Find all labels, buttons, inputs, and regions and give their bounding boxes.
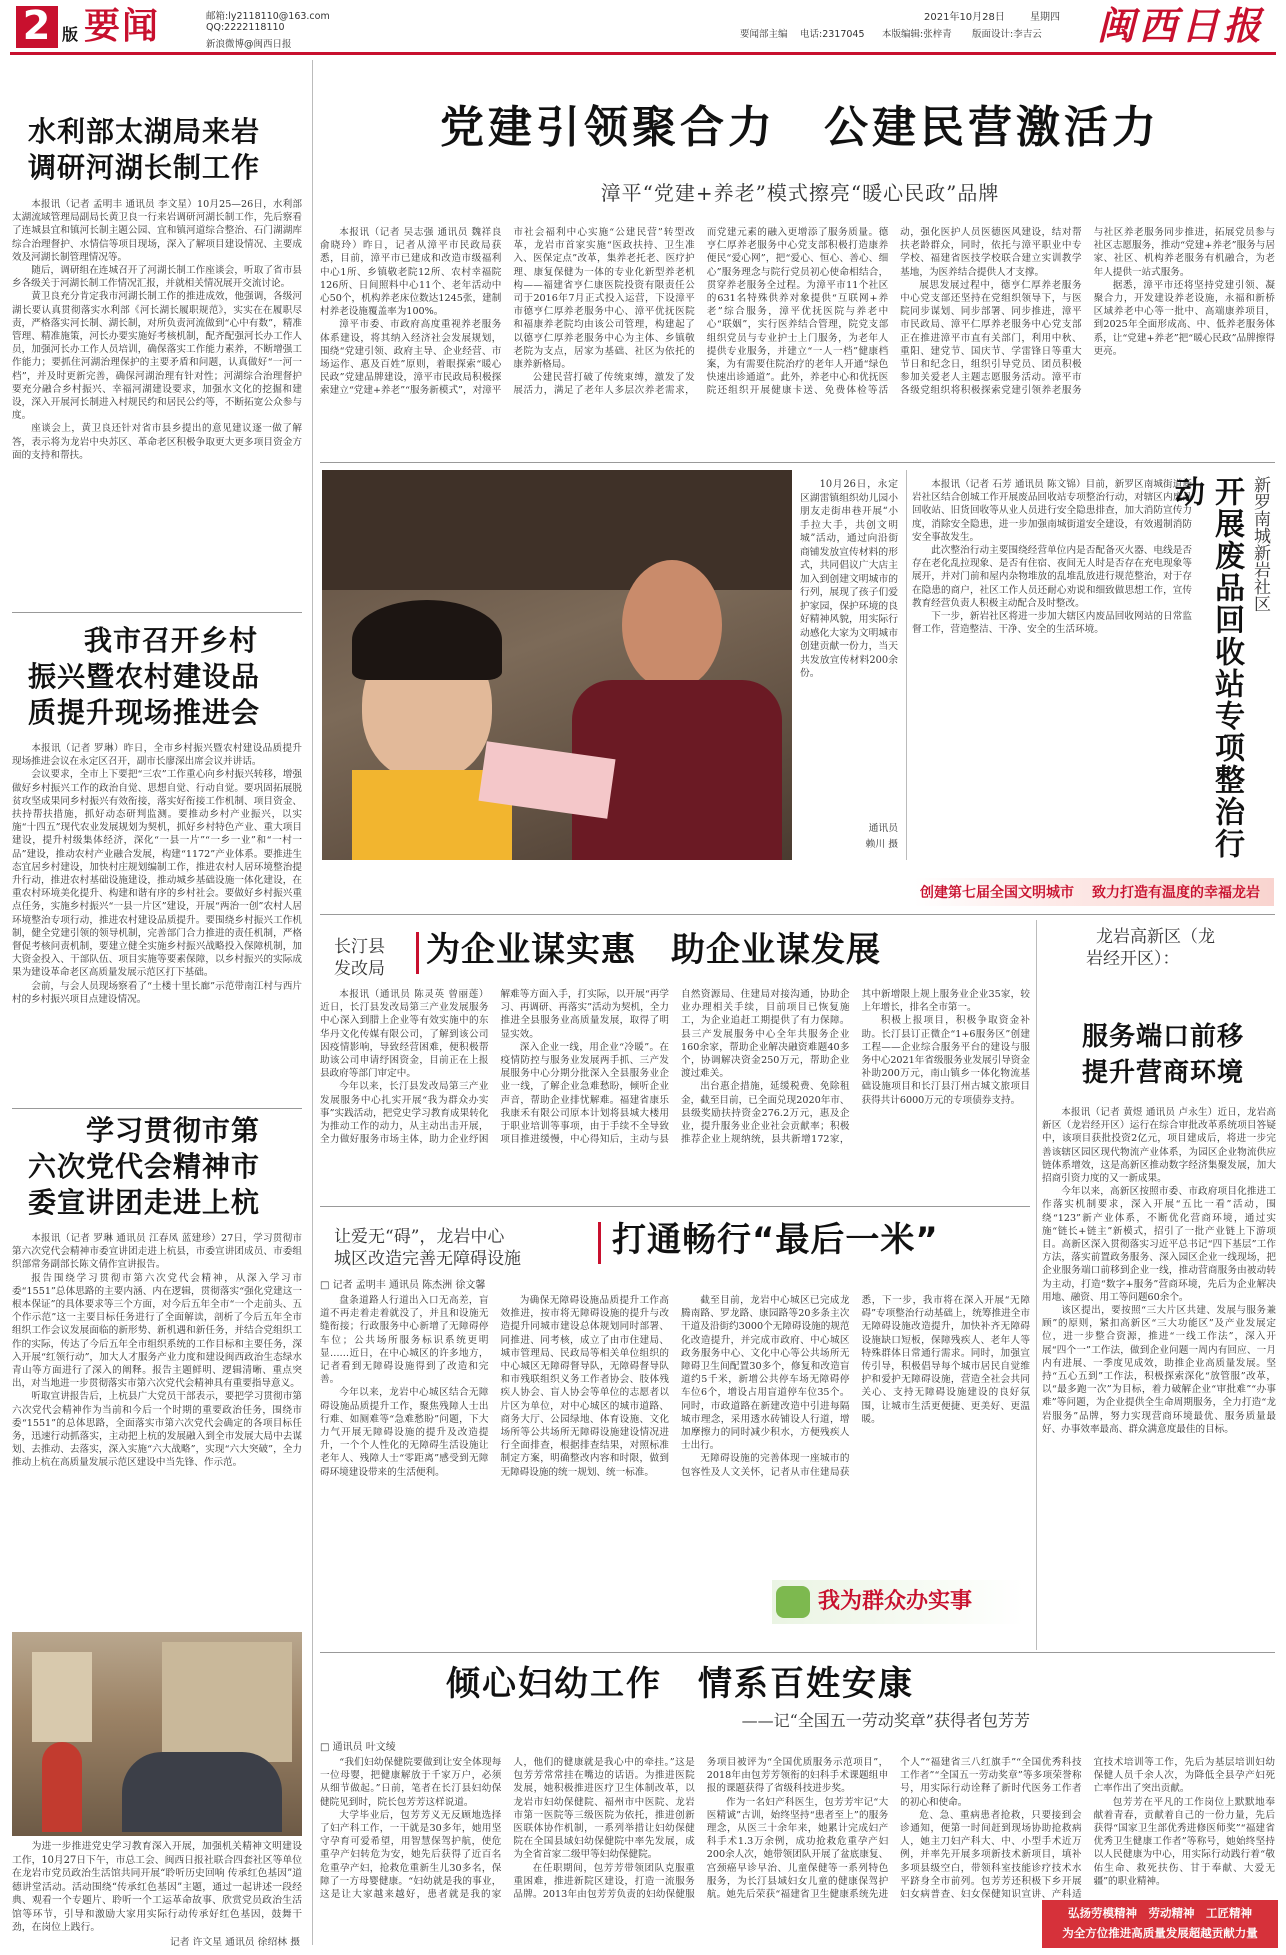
masthead-date: 2021年10月28日 <box>924 12 1005 23</box>
art8-title-line2: 提升营商环境 <box>1082 1058 1245 1088</box>
paragraph: 危、急、重病患者抢救，只要接到会诊通知，便第一时间赶到现场协助抢救病人，她主刀妇产科大、中、小型手术近万例，并率先开展多项新技术新项目，填补多项县级空白，带领科室技能诊疗技术水平跻身全市前列。包芳芳还积极下乡开展妇女病普查、妇女保健知识宣讲、产科适宜技术培训等工作，先后为基层培训妇幼保健人员千余人次，为降低全县孕产妇死亡率作出了突出贡献。 <box>900 1757 1275 1901</box>
paragraph: “我们妇幼保健院要做到让安全体现每一位母婴，把健康解放于千家万户，必须从细节做起。”日前，笔者在长汀县妇幼保健院见到时，院长包芳芳这样说道。 <box>320 1757 502 1808</box>
art1-title-line1: 水利部太湖局来岩 <box>28 115 261 148</box>
photo-exhibition-hall <box>12 1632 302 1836</box>
paragraph: 作为一名妇产科医生，包芳芳牢记“大医精诚”古训，始终坚持“患者至上”的服务理念，从医三十余年来，她累计完成妇产科手术1.3万余例，成功抢救危重孕产妇200余人次，她带领团队开展了盆底康复、宫颈癌早诊早治、儿童保健等一系列特色服务，为长汀县域妇女儿童的健康保驾护航。她先后荣获“福建省卫生健康系统先进个人”“福建省三八红旗手”“全国优秀科技工作者”“全国五一劳动奖章”等多项荣誉称号，用实际行动诠释了新时代医务工作者的初心和使命。 <box>706 1757 1082 1901</box>
art4-body <box>320 226 1275 452</box>
divider <box>320 462 1275 463</box>
masthead-phone: 电话:2317045 <box>800 29 865 40</box>
photo-guide <box>42 1742 82 1832</box>
art1-title-line2: 调研河湖长制工作 <box>28 151 261 184</box>
masthead-design: 版面设计:李吉云 <box>972 29 1042 40</box>
art6-kicker-line1: 长汀县 <box>334 937 385 957</box>
paper-logo <box>1086 2 1276 50</box>
paragraph: 大学毕业后，包芳芳义无反顾地选择了妇产科工作，一干就是30多年，她用坚守孕育可爱希望，用智慧保驾护航，使危重孕产妇转危为安，她先后获得了近百名危重孕产妇，抢救危重新生儿30多名，保障了一方母婴健康。“妇幼就是我的事业，这是让大家越来越好，患者就是我的家人，他们的健康就是我心中的牵挂。”这是包芳芳常常挂在嘴边的话语。为推进医院发展，她积极推进医疗卫生体制改革，以龙岩市妇幼保健院、福州市中医院、龙岩市第一医院等三级医院为依托，推进创新医联体协作机制，一系列举措让妇幼保健院在全国县域妇幼保健院中率先发展，成为全省首家二级甲等妇幼保健院。 <box>320 1757 695 1901</box>
art3-body <box>12 1232 302 1626</box>
art6-kicker-bracket <box>410 932 419 974</box>
art7-kicker-bracket <box>592 1222 601 1264</box>
divider <box>12 1108 302 1109</box>
art7-byline: □ 记者 孟明丰 通讯员 陈杰洲 徐文馨 <box>320 1280 486 1291</box>
paragraph: 本报讯（记者 孟明丰 通讯员 李文星）10月25—26日，水利部太湖流域管理局副局长黄卫良一行来岩调研河湖长制工作，先后察看了连城县宜和镇河长制主题公园、宜和镇河道综合整治、石门湖湖库综合治理督护、水情信等项目现场，深入了解项目建设情况、主要成效及河湖长制管理情况等。 <box>12 199 302 263</box>
photo-center-credit-line1: 通讯员 <box>868 823 898 834</box>
paragraph: 本报讯（记者 石芳 通讯员 陈文锦）目前，新罗区南城街道新岩社区结合创城工作开展废品回收站专项整治行动，对辖区内废品回收站、旧货回收等从业人员进行安全隐患排查，加大消防宣传力度，消除安全隐患，进一步加强南城街道安全建设，有效遏制消防安全事故发生。 <box>912 479 1192 543</box>
photo-left-caption: 为进一步推进党史学习教育深入开展，加强机关精神文明建设工作，10月27日下午，市总工会、闽西日报社联合四套社区等单位在龙岩市党员政治生活馆共同开展“聆听历史回响 传承红色基因”道德讲堂活动。活动围绕“传承红色基因”主题，通过一起讲述一段经典、观看一个专题片、聆听一个工运革命故事、欣赏党员政治生活馆等环节，引导和激励大家用实际行动传承好红色基因，鼓舞干劲，在岗位上践行。 <box>12 1841 302 1933</box>
divider <box>320 1652 1275 1653</box>
paragraph: 座谈会上，黄卫良还针对省市县乡提出的意见建议逐一做了解答，表示将为龙岩中央苏区、革命老区积极争取更大更多项目资金方面的支持和帮扶。 <box>12 423 302 461</box>
art7-title: 打通畅行“最后一米” <box>612 1220 939 1260</box>
banner-text-civ1: 创建第七届全国文明城市 <box>920 885 1074 901</box>
paragraph: 无障碍设施的完善体现一座城市的包容性及人文关怀，记者从市住建局获悉，下一步，我市将在深入开展“无障碍”专项整治行动基础上，统筹推进全市无障碍设施改造提升，加快补齐无障碍设施缺口短板，保障残疾人、老年人等特殊群体日常通行需求。同时，加强宣传引导，积极倡导每个城市居民自觉维护和爱护无障碍设施，营造全社会共同关心、支持无障碍设施建设的良好氛围，让城市生活更便捷、更美好、更温暖。 <box>681 1295 1030 1478</box>
masthead-qq: QQ:2222118110 <box>206 22 285 33</box>
paragraph: 盘条道路人行道出入口无高差，盲道不再走着走着就没了，并且和设施无缝衔接；行政服务中心新增了无障碍停车位；公共场所服务标识系统更明显……近日，在中心城区的许多地方，记者看到无障碍设施得到了改造和完善。 <box>320 1295 489 1386</box>
labor-banner-line2: 为全方位推进高质量发展超越贡献力量 <box>1062 1926 1258 1940</box>
art4-title: 党建引领聚合力 公建民营激活力 <box>440 102 1160 153</box>
art9-title: 倾心妇幼工作 情系百姓安康 <box>446 1664 914 1704</box>
serve-banner <box>772 1580 1024 1624</box>
paragraph: 本报讯（记者 罗琳）昨日，全市乡村振兴暨农村建设品质提升现场推进会议在永定区召开，副市长廖深出席会议并讲话。 <box>12 743 302 768</box>
masthead-editor: 要闻部主编 <box>740 29 788 40</box>
masthead <box>0 0 1286 56</box>
paragraph: 深入企业一线，用企业“冷暖”。在疫情防控与服务业发展两手抓、三产发展服务中心分期分批深入全县服务业企业一线，了解企业急难愁盼，倾听企业声音，帮助企业排忧解难。福建省康乐我康禾有限公司原本计划将县城大楼用于职业培训等事项，由于手续不全导致项目推进缓慢，中心得知后，主动与县自然资源局、住建局对接沟通，协助企业办理相关手续，目前项目已恢复施工，为企业追赶工期提供了有力保障。县三产发展服务中心全年共服务企业160余家，帮助企业解决融资难题40多个，协调解决资金250万元，帮助企业渡过难关。 <box>500 989 850 1146</box>
art2-title-line1: 我市召开乡村 <box>84 624 259 657</box>
paper-logo-text: 闽西日报 <box>1096 3 1265 48</box>
photo-visitors <box>122 1752 282 1832</box>
masthead-email: 邮箱:ly2118110@163.com <box>206 11 330 22</box>
art8-kicker-line2: 岩经开区）： <box>1086 949 1180 969</box>
photo-child-volunteer <box>322 470 792 860</box>
paragraph: 此次整治行动主要围绕经营单位内是否配备灭火器、电线是否存在老化乱拉现象、是否有住宿、夜间无人时是否存在充电现象等展开，并对门前和屋内杂物堆放的乱堆乱放进行规范整治，对于存在隐患的商户，社区工作人员还耐心劝说和细致做思想工作，宣传教育经营负责人积极主动配合及时整改。 <box>912 545 1192 609</box>
paragraph: 出台惠企措施，延缓税费、免除租金，截至目前，已全面兑现2020年市、县级奖励扶持资金276.2万元，惠及企业，提升服务业企业社会贡献率；积极推荐企业上规纳统，县共新增172家，其中新增限上规上服务业企业35家，较上年增长，排名全市第一。 <box>681 989 1030 1146</box>
photo-exhibit-panel <box>32 1652 92 1742</box>
paragraph: 该区提出，要按照“三大片区共建、发展与服务兼顾”的原则，紧扣高新区“三大功能区”及产业发展定位，进一步整合资源，推进“一线工作法”，深入开展“四个一”工作法，做到企业问题一周内有回应、一月内有进展、一季度见成效，助推企业高质量发展。坚持“五心五到”工作法，积极探索深化“放管服”改革，以“最多跑一次”为目标，着力破解企业“审批难”“办事难”等问题，为企业提供全生命周期服务，全力打造“龙岩服务”品牌，努力实现营商环境最优、服务质量最好、办事效率最高、群众满意度最佳的目标。 <box>1042 1305 1276 1435</box>
art2-title-line3: 质提升现场推进会 <box>28 696 261 729</box>
paragraph: 为确保无障碍设施品质提升工作高效推进，按市将无障碍设施的提升与改造提升同城市建设总体规划同时部署、同推进、同考核，成立了由市住建局、城市管理局、民政局等相关单位组织的中心城区无障碍督导队，无障碍督导队和市残联组织义务工作者协会、肢体残疾人协会、盲人协会等单位的志愿者以片区为单位，对中心城区的城市道路、商务大厅、公园绿地、体育设施、文化场所等公共场所无障碍设施建设情况进行全面排查，根据排查结果，对照标准制定方案，明确整改内容和时限，做到无障碍设施的统一规划、统一标准。 <box>500 1295 669 1478</box>
art5-title: 开展废品回收站专项整治行动 <box>1169 476 1244 860</box>
column-rule <box>312 60 313 1945</box>
paragraph: 本报讯（记者 黄煜 通讯员 卢永生）近日，龙岩高新区（龙岩经开区）运行在综合审批改革系统项目答疑中，该项目获批投资2亿元，项目建成后，将进一步完善该辖区园区现代物流产业体系，为园区企业物流供应链体系增效，这是高新区推动数字经济集聚发展，加大招商引资力度的又一新成果。 <box>1042 1107 1276 1185</box>
paragraph: 下一步，新岩社区将进一步加大辖区内废品回收网站的日常监督工作，营造整洁、干净、安全的生活环境。 <box>912 611 1192 636</box>
civilization-banner <box>914 878 1274 906</box>
paragraph: 漳平市委、市政府高度重视养老服务体系建设，将其纳入经济社会发展规划，围绕“党建引领、政府主导、企业经营、市场运作、惠及百姓”原则，着眼探索“暖心民政”党建品牌建设，漳平市民政局积极探索建立“党建+养老”“服务新模式”，对漳平市社会福利中心实施“公建民营”转型改革，龙岩市首家实施“医政扶持、卫生准入、医保定点”改革，集养老托老、医疗护理、康复保健为一体的专业化新型养老机构——福建省亨仁康医院投资有限责任公司于2016年7月正式投入运营，下设漳平市德亨仁厚养老服务中心、漳平优抚医院和福康养老院均由该公司管理，构建起了以德亨仁厚养老服务中心为主体、乡镇敬老院为支点，居家为基础、社区为依托的康养新格局。 <box>320 227 695 397</box>
art7-kicker-line2: 城区改造完善无障碍设施 <box>334 1249 521 1269</box>
masthead-duty: 本版编辑:张梓青 <box>882 29 952 40</box>
paragraph: 今年以来，龙岩中心城区结合无障碍设施品质提升工作，聚焦残障人士出行难、如厕难等“急难愁盼”问题，下大力气开展无障碍设施的提升及改造提升，一个个人性化的无障碍生活设施让老年人、残障人士“零距离”感受到无障碍环境建设带来的生活便利。 <box>320 1387 489 1478</box>
section-title: 要闻 <box>84 6 161 47</box>
art2-title-line2: 振兴暨农村建设品 <box>28 660 261 693</box>
art3-title-line3: 委宣讲团走进上杭 <box>28 1186 261 1219</box>
paragraph: 包芳芳在平凡的工作岗位上默默地奉献着青春，贡献着自己的一份力量，先后获得“国家卫生部优秀进修医师奖”“福建省优秀卫生健康工作者”等称号，她始终坚持以人民健康为中心，用实际行动践行着“敬佑生命、救死扶伤、甘于奉献、大爱无疆”的职业精神。 <box>1093 1796 1275 1887</box>
art5-kicker: 新罗南城新岩社区 <box>1250 476 1270 612</box>
art1-body <box>12 198 302 606</box>
art6-title: 为企业谋实惠 助企业谋发展 <box>426 930 881 970</box>
photo-shop-shelves <box>322 470 792 590</box>
paragraph: 本报讯（记者 吴志强 通讯员 魏祥良 俞晓玲）昨日，记者从漳平市民政局获悉，目前，漳平市已建成和改造市级福利中心1所、乡镇敬老院12所、农村幸福院126所、日间照料中心11个、老年活动中心50个，机构养老床位数达1245张，建制村养老设施覆盖率为100%。 <box>320 227 502 318</box>
labor-banner <box>1042 1900 1278 1948</box>
paragraph: 展思发展过程中，德亨仁厚养老服务中心党支部还坚持在党组织领导下，与医院同步谋划、同步部署、同步推进，漳平市民政局、漳平仁厚养老服务中心党支部正在推进漳平市直有关部门，利用中秋、重阳、建党节、国庆节、学雷锋日等重大节日和纪念日，组织引导党员、团员积极参加关爱老人主题志愿服务活动。漳平市各级党组织将积极探索党建引领养老服务与社区养老服务同步推进，拓展党员参与社区志愿服务，推动“党建+养老”服务与居家、社区、机构养老服务有机融合，为老年人提供一站式服务。 <box>900 227 1275 397</box>
art2-body <box>12 742 302 1104</box>
paragraph: 会议要求，全市上下要把“三农”工作重心向乡村振兴转移，增强做好乡村振兴工作的政治自觉、思想自觉、行动自觉。要巩固拓展脱贫攻坚成果同乡村振兴有效衔接，落实好衔接工作机制、项目资金、扶持帮扶措施，抓好动态研判监测。要推动乡村产业振兴，以实施“十四五”现代农业发展规划为契机，抓好乡村特色产业、重大项目建设，提升村级集体经济，深化“一县一片”“一乡一业”和“一村一品”建设，推动农村产业融合发展，构建“1172”产业体系。要推进生态宜居乡村建设，加快村庄规划编制工作，推进农村人居环境整治提升行动，推进农村基础设施建设，推动城乡基础设施一体化建设，在重农村环境美化提升、构建和谐有序的乡村社会。要做好乡村振兴重点任务，实施乡村振兴“一县一片区”建设，开展“两治一创”农村人居环境整治专项行动，推进农村建设品质提升。要围绕乡村振兴工作机制，健全党建引领的领导机制，完善部门合力推进的责任机制，严格督促考核问责机制，要建立健全实施乡村振兴战略投入保障机制，加大资金投入、干部队伍、项目实施等要素保障，以乡村振兴的实际成果为建设革命老区高质量发展示范区打下基础。 <box>12 769 302 979</box>
page-suffix: 版 <box>62 25 80 44</box>
art9-subtitle: ——记“全国五一劳动奖章”获得者包芳芳 <box>741 1711 1030 1730</box>
art4-subtitle: 漳平“党建+养老”模式擦亮“暖心民政”品牌 <box>600 181 1000 205</box>
art8-kicker-line1: 龙岩高新区（龙 <box>1096 927 1215 947</box>
serve-banner-text: 我为群众办实事 <box>818 1589 973 1614</box>
paragraph: 报告围绕学习贯彻市第六次党代会精神，从深入学习市委“1551”总体思路的主要内涵、内在逻辑，贯彻落实“强化党建这一根本保证”的具体要求等三个方面，对今后五年全市“一个走前头、五个作示范”这一主要目标任务进行了全面解读，剖析了今后五年全市组织工作会议发展面临的新形势、新机遇和新任务，并结合党组织工作的实际，传达了今后五年全市组织系统的工作目标和主要任务，深入开展“红领行动”，加大人才服务产业力度和建设闽西政治生态绿水青山等方面进行了深入的阐释。报告主题鲜明、逻辑清晰、重点突出，对当地进一步贯彻落实市第六次党代会精神具有重要指导意义。 <box>12 1272 302 1390</box>
paragraph: 随后，调研组在连城召开了河湖长制工作座谈会，听取了省市县乡各级关于河湖长制工作情况汇报，并就相关情况展开交流讨论。 <box>12 265 302 290</box>
divider <box>320 914 1275 915</box>
art9-byline: □ 通讯员 叶文绫 <box>320 1742 396 1753</box>
art3-title-line1: 学习贯彻市第 <box>86 1114 261 1147</box>
photo-exhibit-wall <box>162 1642 292 1762</box>
banner-text-civ2: 致力打造有温度的幸福龙岩 <box>1092 885 1260 901</box>
art8-body <box>1042 1106 1276 1646</box>
paragraph: 据悉，漳平市还将坚持党建引领、凝聚合力，开发建设养老设施，永福和新桥区域养老中心等一批中、高端康养项目，到2025年全面形成高、中、低养老服务体系，让“党建+养老”把“暖心民政”品牌擦得更亮。 <box>1093 279 1275 357</box>
masthead-rule <box>10 52 1276 55</box>
art6-body <box>320 988 1030 1200</box>
column-rule <box>1036 920 1037 1650</box>
art3-title-line2: 六次党代会精神市 <box>28 1150 261 1183</box>
photo-girl-hair <box>352 600 502 680</box>
photo-center-caption: 10月26日，永定区湖雷镇组织幼儿园小朋友走街串巷开展“小手拉大手，共创文明城”活动，通过向沿街商铺发放宣传材料的形式，共同倡议广大店主加入到创建文明城市的行列，展现了孩子们爱护家园，保护环境的良好精神风貌，用实际行动感化大家为文明城市创建贡献一份力，当天共发放宣传材料200余份。 <box>800 479 898 679</box>
masthead-weekday: 星期四 <box>1030 12 1060 23</box>
divider <box>320 1206 1030 1207</box>
art7-kicker-line1: 让爱无“碍”，龙岩中心 <box>334 1227 505 1247</box>
paragraph: 会前，与会人员现场察看了“土楼十里长廊”示范带南江村与西片村的乡村振兴项目点建设情况。 <box>12 980 302 1005</box>
art8-title-line1: 服务端口前移 <box>1082 1022 1245 1052</box>
art6-kicker-line2: 发改局 <box>334 959 385 979</box>
page-number: 2 <box>22 3 52 49</box>
paragraph: 黄卫良充分肯定我市河湖长制工作的推进成效，他强调，各级河湖长要认真贯彻落实水利部《河长湖长履职规范》，实实在在履职尽责，严格落实河长制、湖长制，对所负责河流做到“心中有数”，精准管理、精准施策，河长办要实施好考核机制，配齐配强河长办工作人员，加强河长办工作人员培训，确保落实工作能力素养，不断增强工作能力；要抓住河湖治理保护的主要矛盾和问题，认真做好“一河一档”，并及时更新完善，确保河湖治理有针对性；河湖综合治理督护要充分融合乡村振兴、幸福河湖建设要求，加强水文化的挖掘和建设，深入开展河长制进入村规民约和居民公约等，不断拓宽公众参与度。 <box>12 291 302 422</box>
paragraph: 积极上报项目，积极争取资金补助。长汀县订正微企“1+6服务区”创建工程——企业综合服务平台的建设与服务中心2021年省级服务业发展引导资金补助200万元，南山镇乡一体化物流基础设施项目和长汀县汀州古城文旅项目获得共计6000万元的专项债券支持。 <box>861 1015 1030 1106</box>
art5-body <box>912 478 1192 862</box>
photo-man-face <box>622 560 722 690</box>
labor-banner-line1: 弘扬劳模精神 劳动精神 工匠精神 <box>1068 1906 1252 1920</box>
paragraph: 公建民营打破了传统束缚，激发了发展活力，满足了老年人多层次养老需求，而党建元素的融入更增添了服务质量。德亨仁厚养老服务中心党支部积极打造康养便民“爱心网”，把“爱心、恒心、善心、细心”服务理念与院行党员初心使命相结合，贯穿养老服务全过程。为漳平市11个社区的631名特殊供养对象提供“互联网+养老”综合服务，漳平优抚医院与养老中心“联姻”，实行医养结合管理，院党支部组织党员与专业护士上门服务，为老年人提供专业服务，并建立“一人一档”健康档案，为有需要住院治疗的老年人开通“绿色快速出诊通道”。此外，养老中心和优抚医院还组织开展健康卡送、免费体检等活动，强化医护人员医德医风建设，结对帮扶老龄群众，同时，依托与漳平职业中专学校、福建省医技学校联合建立实训教学基地，为医养结合提供人才支撑。 <box>513 227 1082 397</box>
paragraph: 截至目前，龙岩中心城区已完成龙腾南路、罗龙路、康园路等20多条主次干道及沿街约3000个无障碍设施的规范化改造提升，并完成市政府、中心城区政务服务中心、文化中心等公共场所无障碍卫生间配置30多个，修复和改造盲道约5千米，新增公共停车场无障碍停车位6个，增设占用盲道停车位35个。同时，市政道路在新建改造中引进每隔城市理念，采用透水砖铺设人行道，增加摩擦力的同时减少积水，方便残疾人士出行。 <box>681 1295 850 1452</box>
paragraph: 本报讯（通讯员 陈灵英 曾丽莲）近日，长汀县发改局第三产业发展服务中心深入到腊上企业等有效实施中的东华丹文化传媒有限公司，了解到该公司因疫情影响，导致经营困难，便积极帮助该公司申请纾困资金，目前正在上报县政府等部门审定中。 <box>320 989 489 1080</box>
paragraph: 在任职期间，包芳芳带领团队克服重重困难，推进新院区建设，打造一流服务品牌。2013年由包芳芳负责的妇幼保健服务项目被评为“全国优质服务示范项目”，2018年由包芳芳领衔的妇科手术课题组申报的课题获得了省级科技进步奖。 <box>513 1757 889 1901</box>
photo-center-credit-line2: 赖川 摄 <box>865 839 898 850</box>
paragraph: 今年以来，长汀县发改局第三产业发展服务中心扎实开展“我为群众办实事”实践活动，把党史学习教育成果转化为推动工作的动力，从主动出击开展，全力做好服务市场主体，助力企业纾困解难等方面入手，打实际，以开展“再学习、再调研、再落实”活动为契机，全力推进全县服务业高质量发展，取得了明显实效。 <box>320 989 669 1146</box>
paragraph: 今年以来，高新区按照市委、市政府项目化推进工作落实机制要求，深入开展“五比一看”活动，围绕“123”新产业体系，不断优化营商环境，通过实施“链长+链主”新模式，招引了一批产业链上下游项目。高新区深入贯彻落实习近平总书记“四下基层”工作方法，落实前置政务服务、深入园区企业一线现场，把企业服务端口前移到企业一线，推动营商服务由被动转为主动，打造“数字+服务”营商环境，先后为企业解决用地、融资、用工等问题60余个。 <box>1042 1186 1276 1303</box>
photo-left-credit: 记者 许文星 通讯员 徐绍林 摄 <box>169 1937 300 1948</box>
column-rule <box>906 470 907 860</box>
divider <box>12 612 302 613</box>
paragraph: 听取宣讲报告后，上杭县广大党员干部表示，要把学习贯彻市第六次党代会精神作为当前和今后一个时期的重要政治任务，围绕市委“1551”的总体思路，全面落实市第六次党代会确定的各项目标任务，迅速行动抓落实，主动把上杭的发展融入到全市发展大局中去谋划、去推动、去落实，深入实施“六大战略”，实现“六大突破”，全力推动上杭在高质量发展示范区建设中当先锋、作示范。 <box>12 1391 302 1469</box>
masthead-weibo: 新浪微博@闽西日报 <box>206 39 292 50</box>
paragraph: 本报讯（记者 罗琳 通讯员 江春凤 蓝建珍）27日，学习贯彻市第六次党代会精神市委宣讲团走进上杭县，市委宣讲团成员、市委组织部常务副部长陈文倩作宣讲报告。 <box>12 1233 302 1271</box>
serve-banner-shape <box>776 1586 810 1618</box>
